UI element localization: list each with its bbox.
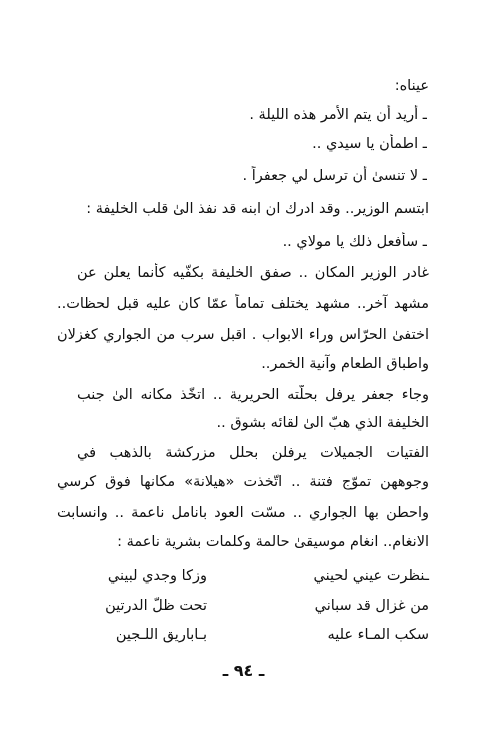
text-line-7: غادر الوزير المكان .. صفق الخليفة بكفّيه كأنما يعلن عن <box>77 265 429 281</box>
text-line-1: عيناه: <box>394 78 429 94</box>
text-line-11: وجاء جعفر يرفل بحلّته الحريرية .. اتخّذ مكانه الىٰ جنب <box>77 387 429 403</box>
verse-first-hemistich: سكب المـاء عليه <box>327 627 429 643</box>
text-line-15: واحطن بها الجواري .. مسّت العود بانامل ناعمة .. وانسابت <box>57 505 429 521</box>
page-number: ـ ٩٤ ـ <box>222 661 265 680</box>
text-line-13: الفتيات الجميلات يرفلن بحلل مزركشة بالذهب في <box>77 445 429 461</box>
text-line-3: ـ اطمأن يا سيدي .. <box>312 136 427 152</box>
verse-second-hemistich: بـاباريق اللـجين <box>115 627 207 643</box>
text-line-2: ـ أريد أن يتم الأمر هذه الليلة . <box>249 107 427 123</box>
verse-row-3 <box>57 625 429 645</box>
text-line-12: الخليفة الذي هبّ الىٰ لقائه بشوق .. <box>216 415 429 431</box>
text-line-4: ـ لا تنسىٰ أن ترسل لي جعفراً . <box>242 168 427 184</box>
text-line-8: مشهد آخر.. مشهد يختلف تماماً عمّا كان عليه قبل لحظات.. <box>57 296 429 312</box>
text-line-9: اختفىٰ الحرّاس وراء الابواب . اقبل سرب من الجواري كغزلان <box>57 327 429 343</box>
text-line-6: ـ سأفعل ذلك يا مولاي .. <box>282 234 427 250</box>
verse-second-hemistich: تحت ظلّ الدرتين <box>105 598 207 614</box>
verse-row-1 <box>57 566 429 586</box>
verse-first-hemistich: من غزال قد سباني <box>314 598 429 614</box>
text-line-5: ابتسم الوزير.. وقد ادرك ان ابنه قد نفذ الىٰ قلب الخليفة : <box>86 201 429 217</box>
verse-second-hemistich: وزكا وجدي لبيني <box>107 568 207 584</box>
verse-row-2 <box>57 596 429 616</box>
text-line-10: واطباق الطعام وآنية الخمر.. <box>261 356 429 372</box>
text-line-16: الانغام.. انغام موسيقىٰ حالمة وكلمات بشرية ناعمة : <box>117 534 429 550</box>
text-line-14: وجوههن تموّج فتنة .. اتّخذت «هيلانة» مكانها فوق كرسي <box>57 474 429 490</box>
verse-first-hemistich: ـنظرت عيني لحيني <box>313 568 429 584</box>
